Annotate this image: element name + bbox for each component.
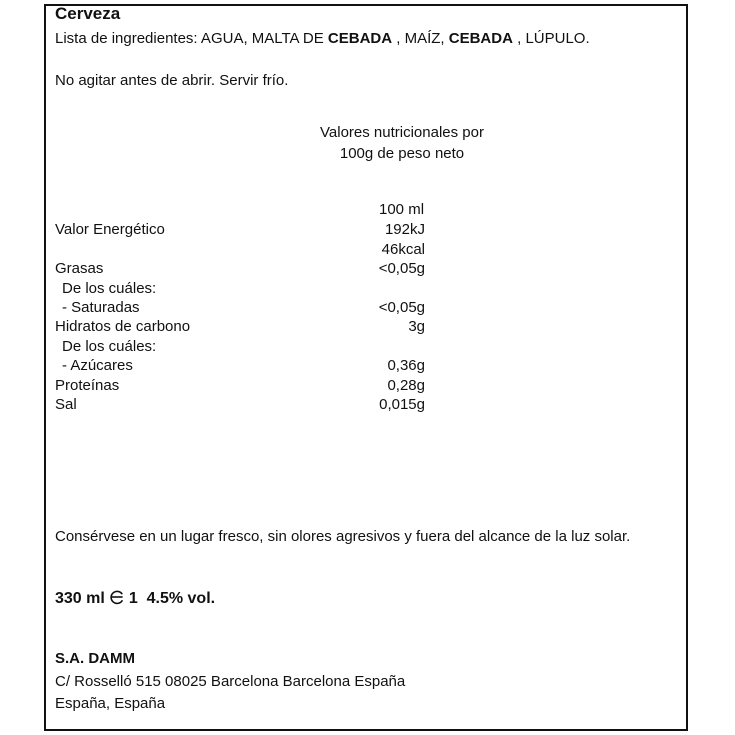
serving-instructions: No agitar antes de abrir. Servir frío.	[55, 72, 289, 89]
label-frame	[44, 4, 688, 731]
nutrient-sublabel: De los cuáles:	[62, 280, 157, 297]
nutrient-label: - Saturadas	[62, 299, 140, 316]
volume-amount: 330 ml	[55, 590, 105, 607]
nutrient-value: 0,015g	[379, 396, 425, 413]
nutrient-label: - Azúcares	[62, 357, 133, 374]
nutrition-header: Valores nutricionales por 100g de peso neto	[320, 124, 484, 162]
company-country: España, España	[55, 695, 166, 712]
ingredients-prefix: Lista de ingredientes: AGUA, MALTA DE	[55, 30, 328, 47]
ingredients-middle: , MAÍZ,	[392, 30, 449, 47]
ingredients-suffix: , LÚPULO.	[512, 30, 590, 47]
estimated-sign-icon	[109, 589, 125, 610]
product-title: Cerveza	[55, 4, 121, 23]
ingredients-list	[55, 30, 590, 48]
energy-label: Valor Energético	[55, 221, 165, 238]
nutrient-value: <0,05g	[378, 299, 425, 316]
nutrient-label: Proteínas	[55, 377, 120, 394]
nutrient-sublabel: De los cuáles:	[62, 338, 157, 355]
volume-count: 1	[128, 590, 138, 607]
nutrient-value: 0,36g	[387, 357, 425, 374]
ingredients-allergen-2: CEBADA	[448, 30, 513, 47]
nutrient-value: 3g	[408, 318, 425, 335]
energy-kj-value: 192kJ	[384, 221, 425, 238]
volume-line	[55, 589, 215, 610]
nutrient-label: Sal	[55, 396, 77, 413]
company-name: S.A. DAMM	[55, 650, 135, 667]
storage-instructions: Consérvese en un lugar fresco, sin olores agresivos y fuera del alcance de la luz solar.	[55, 528, 631, 545]
nutrient-label: Grasas	[55, 260, 104, 277]
nutrient-value: <0,05g	[378, 260, 425, 277]
energy-kcal-value: 46kcal	[381, 241, 425, 258]
ingredients-allergen-1: CEBADA	[327, 30, 393, 47]
nutrient-label: Hidratos de carbono	[55, 318, 191, 335]
company-address: C/ Rosselló 515 08025 Barcelona Barcelona España	[55, 673, 406, 690]
nutrient-value: 0,28g	[387, 377, 425, 394]
nutrition-column-header: 100 ml	[379, 201, 425, 218]
volume-abv: 4.5% vol.	[146, 590, 216, 607]
